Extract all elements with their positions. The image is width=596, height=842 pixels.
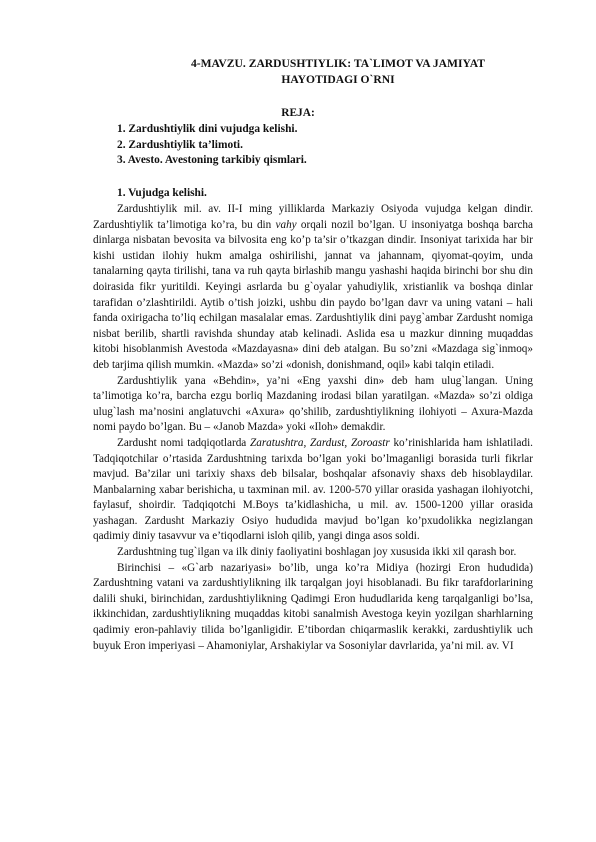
paragraph-emphasis: vahy <box>275 218 297 231</box>
paragraph <box>93 202 533 374</box>
paragraph-text: Birinchisi – «G`arb nazariyasi» bo’lib, unga ko’ra Midiya (hozirgi Eron hududida) Zardushtning vatani va zardushtiylikning ilk tarqalgan joyi hisoblanadi. Bu fikr tarafdorlarining dalili shuki, birinchidan, zardushtiylikning Qadimgi Eron hududlarida keng tarqalganligi bo’lsa, ikkinchidan, zardushtiylikning muqaddas kitobi sanalmish Avestoga keyin yozilgan sharhlarning qadimiy eron-pahlaviy tilida bo’lganligidir. E’tibordan chiqarmaslik kerakki, zardushtiylik uch buyuk Eron imperiyasi – Ahamoniylar, Arshakiylar va Sosoniylar davrlarida, ya’ni mil. av. VI <box>93 561 533 652</box>
paragraph <box>93 436 533 545</box>
paragraph <box>93 545 533 561</box>
title-line-1: 4-MAVZU. ZARDUSHTIYLIK: TA`LIMOT VA JAMIYAT <box>190 57 486 70</box>
section-heading: 1. Vujudga kelishi. <box>117 187 207 199</box>
plan-item: 2. Zardushtiylik ta’limoti. <box>117 138 243 151</box>
paragraph-text: Zardushtiylik mil. av. II-I ming yilliklarda Markaziy Osiyoda vujudga kelgan dindir. Zardushtiylik ta’limotiga ko’ra, bu din <box>93 203 533 231</box>
plan-item: 3. Avesto. Avestoning tarkibiy qismlari. <box>117 154 307 167</box>
paragraph-text: Zardushtning tug`ilgan va ilk diniy faoliyatini boshlagan joy xususida ikki xil qarash bor. <box>117 546 517 559</box>
plan-list <box>117 122 537 169</box>
document-title <box>100 56 576 87</box>
paragraph-text: orqali nozil bo’lgan. U insoniyatga boshqa barcha dinlarga nisbatan bevosita va bilvosita eng ko’p ta’sir o’tkazgan dindir. Insoniyat tarixida har bir kishi ustidan ilohiy hukm amalga oshirilishi, jannat va jahannam, qiyomat-qoyim, unda tanalarning qayta tirilishi, tana va ruh qayta birlashib mangu yashashi haqida birinchi bor shu din doirasida fikr yuritildi. Keyingi asrlarda bu g`oyalar yahudiylik, xristianlik va boshqa dinlar tarafidan o’zlashtirildi. Aytib o’tish joizki, ushbu din paydo bo’lgan davr va uning vatani – hali fanda oxirigacha to’liq echilgan masalalar emas. Zardushtiylik dini payg`ambar Zardusht nomiga nisbat berilib, shartli ravishda shunday atab kelinadi. Aslida esa u mazkur dinning muqaddas kitobi hisoblanmish Avestoda «Mazdayasna» dini deb atalgan. Bu so’zni «Mazdaga sig`inmoq» deb tarjima qilish mumkin. «Mazda» so’zi «donish, donishmand, oqil» kabi talqin etiladi. <box>93 218 533 371</box>
paragraph-text: Zardushtiylik yana «Behdin», ya’ni «Eng yaxshi din» deb ham ulug`langan. Uning ta’limotiga ko’ra, barcha ezgu borliq Mazdaning irodasi bilan yaratilgan. «Mazda» so’zi oldiga ulug`lash ma’nosini anglatuvchi «Axura» qo’shilib, zardushtiylikning ilohiyoti – Axura-Mazda nomi paydo bo’lgan. Bu – «Janob Mazda» yoki «Iloh» demakdir. <box>93 374 533 434</box>
paragraph <box>93 374 533 436</box>
plan-heading: REJA: <box>281 107 315 119</box>
paragraph-text: ko’rinishlarida ham ishlatiladi. Tadqiqotchilar o’rtasida Zardushtning tarixda bo’lgan yoki bo’lmaganligi borasida turli fikrlar mavjud. Ba’zilar uni tarixiy shaxs deb bilsalar, boshqalar afsonaviy shaxs deb hisoblaydilar. Manbalarning xabar berishicha, u taxminan mil. av. 1200-570 yillar orasida yashagan ilohiyotchi, faylasuf, shoirdir. Tadqiqotchi M.Boys ta’kidlashicha, u mil. av. 1500-1200 yillar orasida yashagan. Zardusht Markaziy Osiyo hududida mavjud bo’lgan ko’pxudolikka negizlangan qadimiy diniy tasavvur va e’tiqodlarni isloh qilib, yangi dinga asos soldi. <box>93 436 533 543</box>
paragraph-emphasis: Zaratushtra, Zardust, Zoroastr <box>250 436 390 449</box>
paragraph <box>93 561 533 655</box>
plan-item: 1. Zardushtiylik dini vujudga kelishi. <box>117 123 298 135</box>
title-line-2: HAYOTIDAGI O`RNI <box>281 72 395 86</box>
body-text <box>93 202 533 654</box>
paragraph-text: Zardusht nomi tadqiqotlarda <box>117 436 251 449</box>
